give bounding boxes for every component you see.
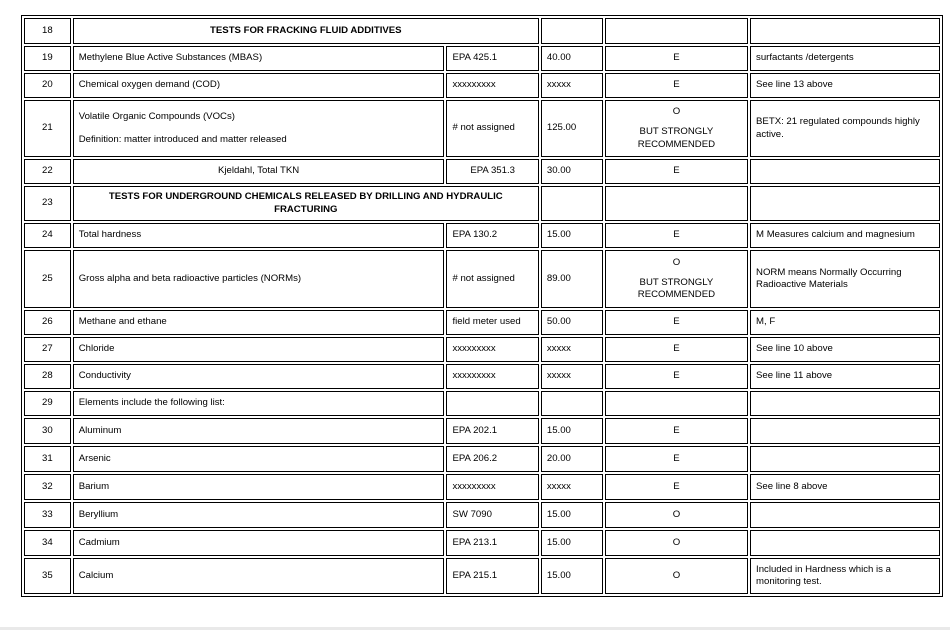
table-row (24, 250, 940, 308)
method-cell: EPA 130.2 (446, 223, 538, 248)
method-cell (446, 391, 538, 416)
test-name-cell (73, 418, 445, 444)
table-row (24, 186, 940, 221)
line-number-cell: 28 (24, 364, 71, 389)
requirement-code: E (673, 424, 680, 436)
requirement-cell (605, 223, 748, 248)
section-heading-cell: TESTS FOR FRACKING FLUID ADDITIVES (73, 18, 539, 44)
test-name-cell (73, 46, 445, 71)
test-name: Chemical oxygen demand (COD) (78, 79, 221, 91)
requirement-code: O (672, 508, 681, 520)
method-cell: EPA 351.3 (446, 159, 538, 184)
requirement-note: BUT STRONGLY RECOMMENDED (637, 126, 716, 150)
requirement-code: E (673, 79, 680, 91)
requirement-cell (605, 391, 748, 416)
line-number-cell: 31 (24, 446, 71, 472)
table-row (24, 446, 940, 472)
requirement-cell (605, 310, 748, 335)
requirement-code: O (672, 106, 681, 118)
table-row (24, 418, 940, 444)
line-number-cell: 35 (24, 558, 71, 594)
test-name-cell (73, 223, 445, 248)
method-cell: xxxxxxxxx (446, 73, 538, 98)
test-name: Barium (78, 480, 110, 492)
requirement-cell (605, 46, 748, 71)
test-name: Methane and ethane (78, 316, 167, 328)
fee-cell: xxxxx (541, 73, 603, 98)
test-name-cell (73, 364, 445, 389)
fee-cell: 30.00 (541, 159, 603, 184)
fee-cell: 20.00 (541, 446, 603, 472)
fee-cell: xxxxx (541, 364, 603, 389)
method-cell: EPA 213.1 (446, 530, 538, 556)
requirement-cell (605, 418, 748, 444)
table-row (24, 474, 940, 500)
line-number-cell: 30 (24, 418, 71, 444)
requirement-cell (605, 530, 748, 556)
test-name: Arsenic (78, 452, 111, 464)
method-cell: xxxxxxxxx (446, 337, 538, 362)
requirement-code: E (673, 370, 680, 382)
notes-cell: surfactants /detergents (750, 46, 940, 71)
requirement-code: E (673, 343, 680, 355)
fee-cell: xxxxx (541, 337, 603, 362)
notes-cell: NORM means Normally Occurring Radioactive Materials (750, 250, 940, 308)
test-name-cell (73, 159, 445, 184)
method-cell: EPA 202.1 (446, 418, 538, 444)
document-page (21, 15, 943, 597)
requirement-cell (605, 159, 748, 184)
test-name: Chloride (78, 343, 115, 355)
table-row (24, 223, 940, 248)
fee-cell (541, 186, 603, 221)
table-row (24, 159, 940, 184)
table-row (24, 310, 940, 335)
notes-cell: See line 10 above (750, 337, 940, 362)
fee-cell (541, 391, 603, 416)
requirement-cell (605, 446, 748, 472)
requirement-code: O (672, 536, 681, 548)
fee-cell: 50.00 (541, 310, 603, 335)
notes-cell (750, 502, 940, 528)
notes-cell: M Measures calcium and magnesium (750, 223, 940, 248)
test-definition: Definition: matter introduced and matter released (78, 134, 287, 145)
fee-cell: 40.00 (541, 46, 603, 71)
requirement-cell (605, 18, 748, 44)
table-body (24, 18, 940, 594)
test-name-cell (73, 73, 445, 98)
line-number-cell: 33 (24, 502, 71, 528)
test-name: Kjeldahl, Total TKN (217, 165, 300, 177)
section-heading-cell: TESTS FOR UNDERGROUND CHEMICALS RELEASED BY DRILLING AND HYDRAULIC FRACTURING (73, 186, 539, 221)
requirement-cell (605, 502, 748, 528)
table-row (24, 73, 940, 98)
line-number-cell: 29 (24, 391, 71, 416)
line-number-cell: 25 (24, 250, 71, 308)
notes-cell (750, 446, 940, 472)
requirement-code: E (673, 229, 680, 241)
notes-cell (750, 530, 940, 556)
table-row (24, 100, 940, 157)
line-number-cell: 20 (24, 73, 71, 98)
test-name: Aluminum (78, 424, 122, 436)
method-cell: # not assigned (446, 250, 538, 308)
requirement-cell (605, 337, 748, 362)
test-name: Elements include the following list: (78, 397, 225, 409)
test-name-cell (73, 530, 445, 556)
test-name: Calcium (78, 569, 114, 581)
requirement-cell (605, 474, 748, 500)
notes-cell (750, 186, 940, 221)
fee-cell: 125.00 (541, 100, 603, 157)
notes-cell: BETX: 21 regulated compounds highly active. (750, 100, 940, 157)
test-name-cell (73, 391, 445, 416)
requirement-code: E (673, 480, 680, 492)
test-name-cell (73, 474, 445, 500)
notes-cell (750, 391, 940, 416)
requirement-code: O (672, 256, 681, 268)
requirement-code: O (672, 569, 681, 581)
method-cell: EPA 425.1 (446, 46, 538, 71)
test-name: Methylene Blue Active Substances (MBAS) (78, 52, 263, 64)
table-row (24, 46, 940, 71)
notes-cell: See line 13 above (750, 73, 940, 98)
test-name: Beryllium (78, 508, 119, 520)
method-cell: # not assigned (446, 100, 538, 157)
line-number-cell: 34 (24, 530, 71, 556)
test-name-cell (73, 250, 445, 308)
method-cell: EPA 215.1 (446, 558, 538, 594)
test-name: Conductivity (78, 370, 131, 382)
method-cell: field meter used (446, 310, 538, 335)
line-number-cell: 26 (24, 310, 71, 335)
requirement-cell (605, 100, 748, 157)
requirement-note: BUT STRONGLY RECOMMENDED (637, 276, 716, 301)
fee-cell: 15.00 (541, 558, 603, 594)
table-row (24, 391, 940, 416)
test-name-cell (73, 337, 445, 362)
fee-cell: 89.00 (541, 250, 603, 308)
table-row (24, 364, 940, 389)
table-row (24, 502, 940, 528)
line-number-cell: 32 (24, 474, 71, 500)
requirement-code: E (673, 52, 680, 64)
requirement-cell (605, 73, 748, 98)
table-row (24, 558, 940, 594)
method-cell: xxxxxxxxx (446, 474, 538, 500)
notes-cell (750, 18, 940, 44)
requirement-code: E (673, 316, 680, 328)
line-number-cell: 19 (24, 46, 71, 71)
notes-cell: See line 8 above (750, 474, 940, 500)
fee-cell: 15.00 (541, 530, 603, 556)
requirement-cell (605, 186, 748, 221)
fee-cell (541, 18, 603, 44)
test-name-cell (73, 446, 445, 472)
line-number-cell: 22 (24, 159, 71, 184)
test-name: Cadmium (78, 536, 120, 548)
method-cell: SW 7090 (446, 502, 538, 528)
requirement-cell (605, 364, 748, 389)
test-name-cell (73, 502, 445, 528)
table-row (24, 18, 940, 44)
requirement-code: E (673, 452, 680, 464)
line-number-cell: 24 (24, 223, 71, 248)
water-tests-table (21, 15, 943, 597)
notes-cell: Included in Hardness which is a monitoring test. (750, 558, 940, 594)
notes-cell: See line 11 above (750, 364, 940, 389)
method-cell: xxxxxxxxx (446, 364, 538, 389)
table-row (24, 337, 940, 362)
test-name-cell (73, 558, 445, 594)
requirement-cell (605, 250, 748, 308)
test-name-cell (73, 310, 445, 335)
fee-cell: xxxxx (541, 474, 603, 500)
table-row (24, 530, 940, 556)
line-number-cell: 27 (24, 337, 71, 362)
test-name: Gross alpha and beta radioactive particles (NORMs) (78, 272, 302, 284)
requirement-code: E (673, 165, 680, 177)
fee-cell: 15.00 (541, 418, 603, 444)
fee-cell: 15.00 (541, 223, 603, 248)
method-cell: EPA 206.2 (446, 446, 538, 472)
fee-cell: 15.00 (541, 502, 603, 528)
line-number-cell: 18 (24, 18, 71, 44)
test-name: Total hardness (78, 229, 142, 241)
test-name-cell (73, 100, 445, 157)
line-number-cell: 23 (24, 186, 71, 221)
notes-cell (750, 159, 940, 184)
requirement-cell (605, 558, 748, 594)
line-number-cell: 21 (24, 100, 71, 157)
notes-cell (750, 418, 940, 444)
test-name: Volatile Organic Compounds (VOCs) (78, 110, 235, 122)
notes-cell: M, F (750, 310, 940, 335)
